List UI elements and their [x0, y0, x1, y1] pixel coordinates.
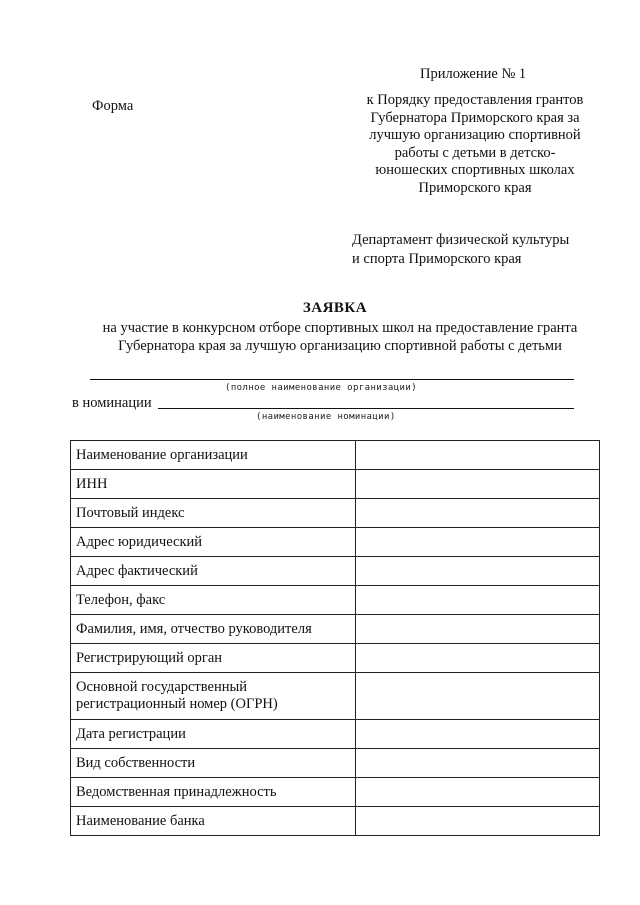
field-label: Дата регистрации [71, 720, 356, 749]
form-label: Форма [92, 98, 134, 114]
nomination-line[interactable] [158, 408, 574, 409]
appendix-line: работы с детьми в детско- [394, 144, 556, 161]
recipient-line: и спорта Приморского края [352, 251, 522, 267]
recipient-line: Департамент физической культуры [352, 232, 570, 248]
field-label: Фамилия, имя, отчество руководителя [71, 615, 356, 644]
field-value-cell[interactable] [356, 557, 600, 586]
appendix-subtitle [350, 92, 600, 197]
table-row [71, 778, 600, 807]
table-row [71, 470, 600, 499]
field-label: Наименование банка [71, 807, 356, 836]
field-value-cell[interactable] [356, 615, 600, 644]
document-title: ЗАЯВКА [302, 300, 368, 316]
field-value-cell[interactable] [356, 499, 600, 528]
appendix-line: к Порядку предоставления грантов [366, 92, 584, 108]
appendix-line: юношеских спортивных школах [375, 162, 575, 178]
field-label: Основной государственный регистрационный номер (ОГРН) [71, 673, 356, 720]
field-label: Телефон, факс [71, 586, 356, 615]
table-row [71, 441, 600, 470]
nomination-label: в номинации [72, 395, 152, 411]
field-label: Почтовый индекс [71, 499, 356, 528]
field-value-cell[interactable] [356, 778, 600, 807]
organization-name-caption: (полное наименование организации) [225, 383, 418, 393]
table-row [71, 720, 600, 749]
field-value-cell[interactable] [356, 470, 600, 499]
table-row [71, 673, 600, 720]
subtitle-line: Губернатора края за лучшую организацию спортивной работы с детьми [118, 337, 562, 354]
field-label: Адрес фактический [71, 557, 356, 586]
table-row [71, 528, 600, 557]
document-subtitle [60, 320, 620, 355]
appendix-heading: Приложение № 1 [420, 66, 527, 82]
field-value-cell[interactable] [356, 644, 600, 673]
field-label: Ведомственная принадлежность [71, 778, 356, 807]
application-table [70, 440, 600, 836]
table-row [71, 615, 600, 644]
table-row [71, 499, 600, 528]
field-value-cell[interactable] [356, 749, 600, 778]
table-row [71, 586, 600, 615]
appendix-line: Губернатора Приморского края за [370, 109, 580, 126]
nomination-caption: (наименование номинации) [256, 412, 396, 422]
field-value-cell[interactable] [356, 720, 600, 749]
field-value-cell[interactable] [356, 807, 600, 836]
table-row [71, 749, 600, 778]
recipient-block [352, 231, 602, 269]
table-row [71, 807, 600, 836]
field-label: Регистрирующий орган [71, 644, 356, 673]
field-value-cell[interactable] [356, 528, 600, 557]
organization-name-line[interactable] [90, 379, 574, 380]
field-value-cell[interactable] [356, 673, 600, 720]
field-value-cell[interactable] [356, 586, 600, 615]
appendix-line: Приморского края [418, 179, 532, 196]
field-label: ИНН [71, 470, 356, 499]
appendix-line: лучшую организацию спортивной [369, 127, 581, 143]
field-label: Адрес юридический [71, 528, 356, 557]
field-label: Наименование организации [71, 441, 356, 470]
table-row [71, 644, 600, 673]
table-row [71, 557, 600, 586]
subtitle-line: на участие в конкурсном отборе спортивных школ на предоставление гранта [102, 320, 578, 336]
field-value-cell[interactable] [356, 441, 600, 470]
field-label: Вид собственности [71, 749, 356, 778]
